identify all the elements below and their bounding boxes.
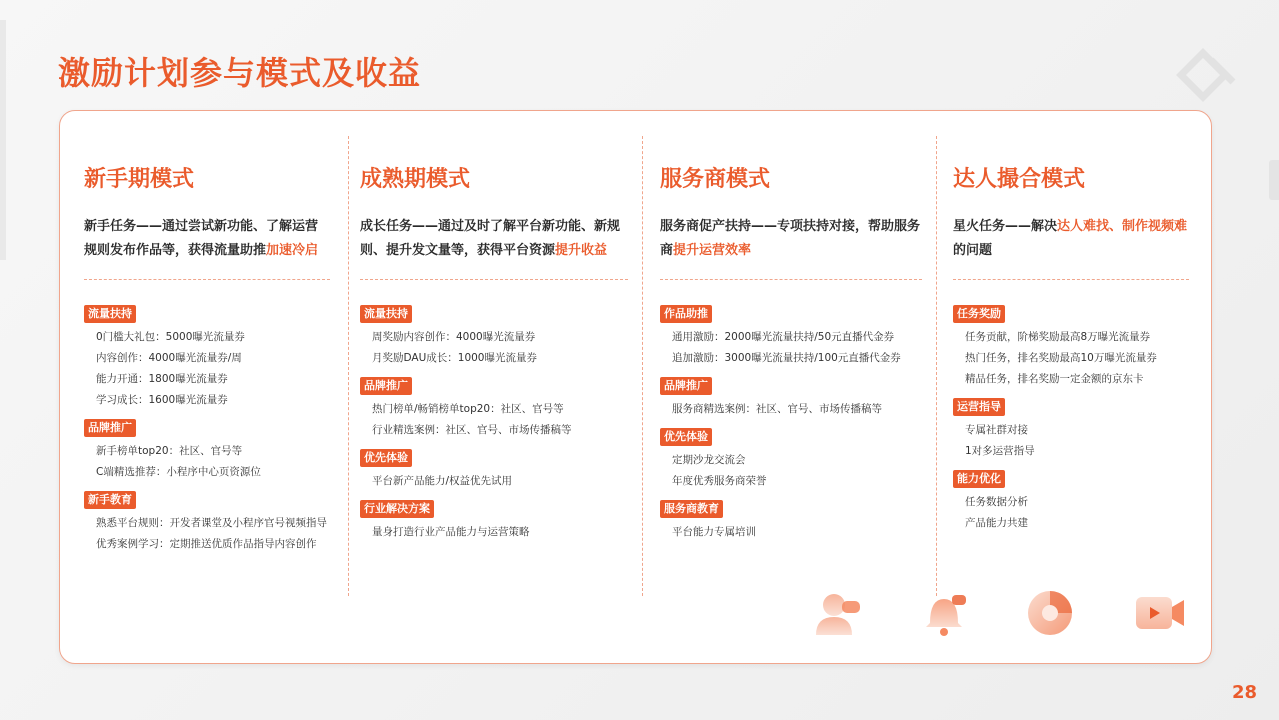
- section-items: [953, 416, 1189, 462]
- description-text: 星火任务——解决: [953, 219, 1058, 234]
- list-item: 服务商精选案例：社区、官号、市场传播稿等: [672, 403, 882, 415]
- highlighted-text: 提升运营效率: [673, 243, 752, 258]
- list-item: 专属社群对接: [965, 424, 1028, 436]
- bell-icon: [918, 587, 970, 639]
- disc-icon: [1024, 587, 1076, 639]
- section-items: [84, 509, 330, 555]
- list-item: 月奖励DAU成长：1000曝光流量券: [372, 352, 537, 364]
- column-title: 成熟期模式: [360, 167, 471, 192]
- list-item: 优秀案例学习：定期推送优质作品指导内容创作: [96, 538, 317, 550]
- section-tag: 优先体验: [660, 428, 712, 446]
- list-item: 学习成长：1600曝光流量券: [96, 394, 228, 406]
- section-items: [84, 437, 330, 483]
- list-item: 熟悉平台规则：开发者课堂及小程序官号视频指导: [96, 517, 327, 529]
- list-item: 内容创作：4000曝光流量券/周: [96, 352, 242, 364]
- list-item: 1对多运营指导: [965, 445, 1035, 457]
- list-item: 任务数据分析: [965, 496, 1028, 508]
- section-items: [84, 323, 330, 411]
- column-description: [660, 215, 922, 263]
- dashed-divider: [360, 279, 628, 280]
- section-tag: 能力优化: [953, 470, 1005, 488]
- video-icon: [1132, 587, 1188, 639]
- description-text: 的问题: [953, 243, 993, 258]
- section-items: [660, 518, 922, 543]
- section-items: [953, 323, 1189, 390]
- section-tag: 行业解决方案: [360, 500, 434, 518]
- highlighted-text: 提升收益: [555, 243, 608, 258]
- section-items: [660, 446, 922, 492]
- section-items: [360, 518, 628, 543]
- dashed-divider: [660, 279, 922, 280]
- benefit-section: [953, 395, 1189, 462]
- benefit-section: [660, 425, 922, 492]
- list-item: C端精选推荐：小程序中心页资源位: [96, 466, 261, 478]
- list-item: 热门任务，排名奖励最高10万曝光流量券: [965, 352, 1157, 364]
- page-title: 激励计划参与模式及收益: [58, 54, 422, 92]
- description-text: 服务商促产扶持——专项扶持对接，帮助服务商: [660, 219, 921, 258]
- list-item: 任务贡献，阶梯奖励最高8万曝光流量券: [965, 331, 1151, 343]
- column-mature-mode: [360, 169, 628, 548]
- right-edge-tab: [1269, 160, 1279, 200]
- list-item: 精品任务，排名奖励一定金额的京东卡: [965, 373, 1144, 385]
- benefit-section: [360, 302, 628, 369]
- brand-logo-watermark: [1163, 40, 1243, 110]
- list-item: 定期沙龙交流会: [672, 454, 746, 466]
- dashed-divider: [953, 279, 1189, 280]
- list-item: 周奖励内容创作：4000曝光流量券: [372, 331, 536, 343]
- description-text: 成长任务——通过及时了解平台新功能、新规则、提升发文量等，获得平台资源: [360, 219, 621, 258]
- column-influencer-match-mode: [953, 169, 1189, 539]
- benefit-sections: [84, 302, 330, 555]
- section-tag: 运营指导: [953, 398, 1005, 416]
- list-item: 行业精选案例：社区、官号、市场传播稿等: [372, 424, 572, 436]
- benefit-section: [660, 374, 922, 420]
- section-items: [360, 467, 628, 492]
- benefit-section: [84, 488, 330, 555]
- list-item: 产品能力共建: [965, 517, 1028, 529]
- content-card: [59, 110, 1212, 664]
- section-tag: 品牌推广: [660, 377, 712, 395]
- list-item: 通用激励：2000曝光流量扶持/50元直播代金券: [672, 331, 895, 343]
- list-item: 能力开通：1800曝光流量券: [96, 373, 228, 385]
- column-divider: [348, 136, 349, 596]
- column-title: 服务商模式: [660, 167, 771, 192]
- left-edge-decoration: [0, 20, 6, 260]
- column-description: [84, 215, 330, 263]
- list-item: 追加激励：3000曝光流量扶持/100元直播代金券: [672, 352, 901, 364]
- section-tag: 流量扶持: [84, 305, 136, 323]
- list-item: 新手榜单top20：社区、官号等: [96, 445, 243, 457]
- benefit-section: [360, 446, 628, 492]
- benefit-section: [84, 302, 330, 411]
- column-divider: [936, 136, 937, 596]
- list-item: 0门槛大礼包：5000曝光流量券: [96, 331, 245, 343]
- highlighted-text: 达人难找、制作视频难: [1057, 219, 1188, 234]
- section-tag: 品牌推广: [360, 377, 412, 395]
- section-tag: 优先体验: [360, 449, 412, 467]
- column-service-provider-mode: [660, 169, 922, 548]
- benefit-section: [360, 497, 628, 543]
- highlighted-text: 加速冷启: [266, 243, 319, 258]
- column-title: 新手期模式: [84, 167, 195, 192]
- benefit-sections: [953, 302, 1189, 534]
- column-title: 达人撮合模式: [953, 167, 1086, 192]
- list-item: 年度优秀服务商荣誉: [672, 475, 767, 487]
- list-item: 热门榜单/畅销榜单top20：社区、官号等: [372, 403, 564, 415]
- column-description: [953, 215, 1189, 263]
- page-number: 28: [1231, 682, 1257, 703]
- section-tag: 流量扶持: [360, 305, 412, 323]
- section-items: [660, 395, 922, 420]
- section-tag: 作品助推: [660, 305, 712, 323]
- dashed-divider: [84, 279, 330, 280]
- section-items: [360, 323, 628, 369]
- list-item: 平台新产品能力/权益优先试用: [372, 475, 513, 487]
- benefit-section: [660, 302, 922, 369]
- section-tag: 新手教育: [84, 491, 136, 509]
- benefit-section: [360, 374, 628, 441]
- benefit-section: [953, 467, 1189, 534]
- benefit-section: [953, 302, 1189, 390]
- user-chat-icon: [812, 587, 864, 639]
- description-text: 新手任务——通过尝试新功能、了解运营规则发布作品等，获得流量助推: [84, 219, 319, 258]
- section-items: [360, 395, 628, 441]
- column-newbie-mode: [84, 169, 330, 560]
- column-description: [360, 215, 628, 263]
- section-items: [660, 323, 922, 369]
- section-tag: 品牌推广: [84, 419, 136, 437]
- list-item: 平台能力专属培训: [672, 526, 756, 538]
- benefit-sections: [360, 302, 628, 543]
- benefit-section: [660, 497, 922, 543]
- section-items: [953, 488, 1189, 534]
- benefit-section: [84, 416, 330, 483]
- section-tag: 任务奖励: [953, 305, 1005, 323]
- column-divider: [642, 136, 643, 596]
- section-tag: 服务商教育: [660, 500, 723, 518]
- list-item: 量身打造行业产品能力与运营策略: [372, 526, 530, 538]
- benefit-sections: [660, 302, 922, 543]
